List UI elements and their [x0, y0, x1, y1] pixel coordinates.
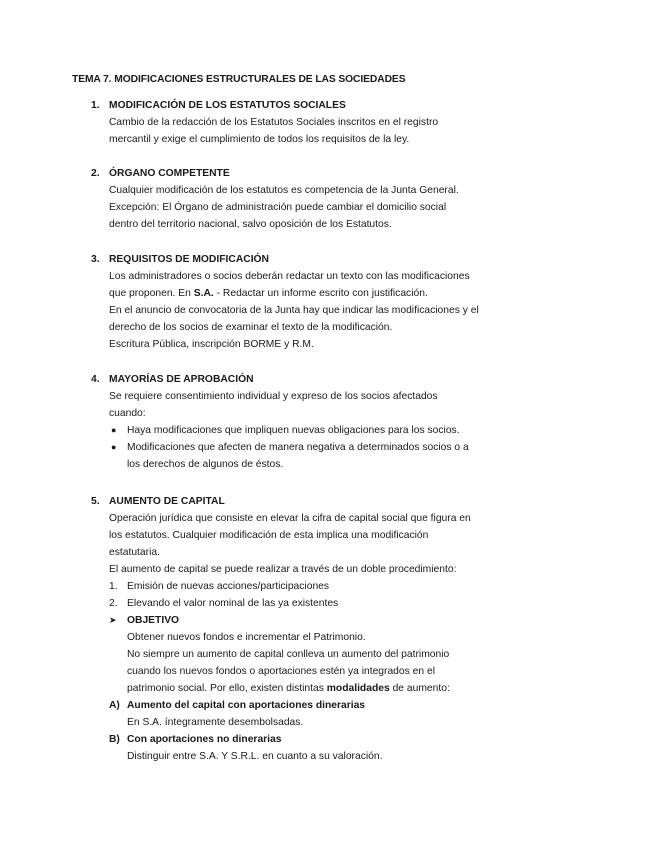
section-heading	[91, 493, 561, 510]
section-heading	[91, 97, 561, 114]
modalidad-description: Distinguir entre S.A. Y S.R.L. en cuanto a su valoración.	[127, 751, 383, 762]
section-title: MODIFICACIÓN DE LOS ESTATUTOS SOCIALES	[109, 100, 346, 111]
modalidad-description: En S.A. íntegramente desembolsadas.	[127, 717, 304, 728]
paragraph-line: los estatutos. Cualquier modificación de esta implica una modificación	[109, 530, 429, 541]
bold-term: S.A.	[193, 288, 214, 299]
paragraph-line: Obtener nuevos fondos e incrementar el Patrimonio.	[127, 632, 366, 643]
section-heading	[91, 371, 561, 388]
paragraph-line: Escritura Pública, inscripción BORME y R.M.	[109, 339, 314, 350]
section-number: 2.	[91, 168, 100, 179]
numbered-item: 2. Elevando el valor nominal de las ya existentes	[109, 598, 339, 609]
paragraph-line: dentro del territorio nacional, salvo oposición de los Estatutos.	[109, 219, 392, 230]
paragraph-line: Se requiere consentimiento individual y expreso de los socios afectados	[109, 391, 438, 402]
paragraph-line: estatutaria.	[109, 547, 160, 558]
paragraph-line: que proponen. En S.A. - Redactar un informe escrito con justificación.	[109, 288, 428, 299]
section-aumento-capital	[91, 493, 561, 765]
section-organo	[91, 165, 561, 233]
objetivo-heading: ➤ OBJETIVO	[109, 612, 561, 629]
paragraph-line: cuando los nuevos fondos o aportaciones estén ya integrados en el	[127, 666, 435, 677]
section-title: ÓRGANO COMPETENTE	[109, 168, 230, 179]
paragraph-line: cuando:	[109, 408, 146, 419]
section-number: 1.	[91, 100, 100, 111]
modalidad-item: A) Aumento del capital con aportaciones dinerarias	[109, 700, 366, 711]
bullet-item: ● Haya modificaciones que impliquen nuevas obligaciones para los socios.	[109, 422, 561, 439]
section-heading	[91, 251, 561, 268]
section-mayorias	[91, 371, 561, 473]
paragraph-line: derecho de los socios de examinar el texto de la modificación.	[109, 322, 393, 333]
section-requisitos	[91, 251, 561, 353]
section-heading	[91, 165, 561, 182]
paragraph-line: El aumento de capital se puede realizar a través de un doble procedimiento:	[109, 564, 457, 575]
section-estatutos	[91, 97, 561, 148]
section-number: 3.	[91, 254, 100, 265]
bullet-item: ● Modificaciones que afecten de manera negativa a determinados socios o a los derechos de algunos de éstos.	[109, 439, 561, 473]
bullet-icon: ●	[111, 442, 117, 452]
page-title: TEMA 7. MODIFICACIONES ESTRUCTURALES DE LAS SOCIEDADES	[72, 74, 406, 85]
bullet-icon: ●	[111, 425, 117, 435]
paragraph-line: No siempre un aumento de capital conlleva un aumento del patrimonio	[127, 649, 450, 660]
paragraph-line: Los administradores o socios deberán redactar un texto con las modificaciones	[109, 271, 470, 282]
section-title: REQUISITOS DE MODIFICACIÓN	[109, 254, 269, 265]
section-number: 5.	[91, 496, 100, 507]
paragraph-line: Excepción: El Órgano de administración puede cambiar el domicilio social	[109, 202, 447, 213]
paragraph-line: Operación jurídica que consiste en elevar la cifra de capital social que figura en	[109, 513, 471, 524]
paragraph-line: En el anuncio de convocatoria de la Junta hay que indicar las modificaciones y el	[109, 305, 479, 316]
paragraph-line: Cambio de la redacción de los Estatutos Sociales inscritos en el registro	[109, 117, 439, 128]
paragraph-line: patrimonio social. Por ello, existen distintas modalidades de aumento:	[127, 683, 450, 694]
numbered-item: 1. Emisión de nuevas acciones/participaciones	[109, 581, 330, 592]
section-number: 4.	[91, 374, 100, 385]
modalidad-item: B) Con aportaciones no dinerarias	[109, 734, 282, 745]
section-title: MAYORÍAS DE APROBACIÓN	[109, 374, 254, 385]
paragraph-line: Cualquier modificación de los estatutos es competencia de la Junta General.	[109, 185, 459, 196]
arrow-icon: ➤	[109, 615, 117, 625]
section-title: AUMENTO DE CAPITAL	[109, 496, 225, 507]
paragraph-line: mercantil y exige el cumplimiento de todos los requisitos de la ley.	[109, 134, 410, 145]
bold-term: modalidades	[326, 683, 390, 694]
